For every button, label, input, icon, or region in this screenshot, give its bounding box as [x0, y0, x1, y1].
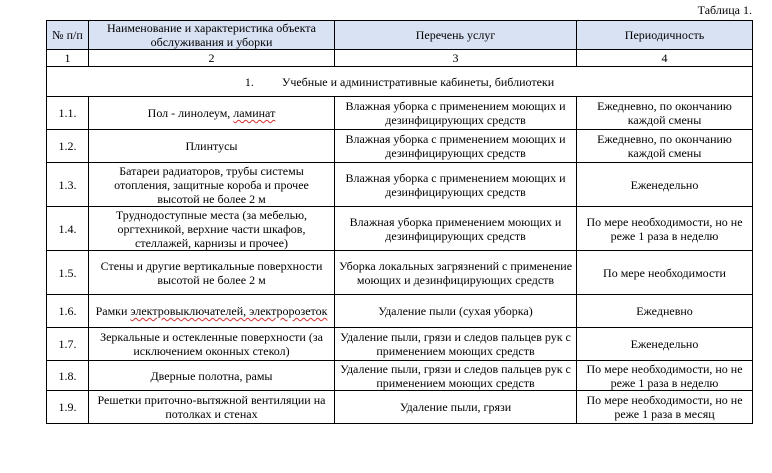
table-caption: Таблица 1.: [697, 3, 752, 17]
row-service: Влажная уборка с применением моющих и дезинфицирующих средств: [335, 97, 577, 130]
row-period: Ежедневно, по окончанию каждой смены: [577, 97, 753, 130]
row-period: Еженедельно: [577, 163, 753, 207]
row-service: Удаление пыли, грязи: [335, 391, 577, 424]
row-period: Ежедневно: [577, 295, 753, 328]
row-object-text: Рамки: [95, 304, 131, 318]
row-object-text: Пол - линолеум,: [147, 106, 234, 120]
row-number: 1.1.: [47, 97, 89, 130]
row-service: Влажная уборка с применением моющих и дезинфицирующих средств: [335, 163, 577, 207]
column-number: 3: [335, 50, 577, 67]
row-object-text: Дверные полотна, рамы: [150, 368, 273, 383]
row-number: 1.8.: [47, 361, 89, 391]
row-service: Уборка локальных загрязнений с применение моющих и дезинфицирующих средств: [335, 251, 577, 295]
header-services: Перечень услуг: [335, 21, 577, 50]
row-object-flagged-text: электровыключателей, электророзеток: [130, 304, 328, 318]
row-number: 1.9.: [47, 391, 89, 424]
row-service: Удаление пыли, грязи и следов пальцев рук с применением моющих средств: [335, 361, 577, 391]
table-row: [47, 163, 753, 207]
column-number: 4: [577, 50, 753, 67]
row-number: 1.3.: [47, 163, 89, 207]
table-row: [47, 295, 753, 328]
table-body: [47, 97, 753, 424]
table-row: [47, 328, 753, 361]
row-period: Еженедельно: [577, 328, 753, 361]
row-object: [89, 207, 335, 251]
row-number: 1.5.: [47, 251, 89, 295]
column-number: 2: [89, 50, 335, 67]
row-period: По мере необходимости, но не реже 1 раза в месяц: [577, 391, 753, 424]
column-number: 1: [47, 50, 89, 67]
row-period: Ежедневно, по окончанию каждой смены: [577, 130, 753, 163]
row-service: Влажная уборка применением моющих и дезинфицирующих средств: [335, 207, 577, 251]
row-object: [89, 251, 335, 295]
table-row: [47, 207, 753, 251]
row-object-text: Батареи радиаторов, трубы системы отопления, защитные короба и прочее высотой не более 2 м: [114, 163, 309, 206]
row-service: Влажная уборка с применением моющих и дезинфицирующих средств: [335, 130, 577, 163]
services-table: [46, 20, 753, 424]
row-number: 1.6.: [47, 295, 89, 328]
section-number: 1.: [244, 74, 254, 89]
row-object: [89, 391, 335, 424]
section-title: Учебные и административные кабинеты, библиотеки: [281, 74, 555, 89]
table-row: [47, 391, 753, 424]
row-object: [89, 163, 335, 207]
row-number: 1.2.: [47, 130, 89, 163]
row-period: По мере необходимости, но не реже 1 раза в неделю: [577, 207, 753, 251]
row-object: [89, 97, 335, 130]
row-object-text: Стены и другие вертикальные поверхности высотой не более 2 м: [100, 258, 323, 287]
row-service: Удаление пыли, грязи и следов пальцев рук с применением моющих средств: [335, 328, 577, 361]
header-object: Наименование и характеристика объекта обслуживания и уборки: [89, 21, 335, 50]
row-period: По мере необходимости: [577, 251, 753, 295]
row-object: [89, 130, 335, 163]
section-header: [47, 67, 753, 97]
row-period: По мере необходимости, но не реже 1 раза в неделю: [577, 361, 753, 391]
row-object-text: Решетки приточно-вытяжной вентиляции на потолках и стенах: [97, 393, 326, 421]
row-object: [89, 361, 335, 391]
header-period: Периодичность: [577, 21, 753, 50]
row-object-text: Труднодоступные места (за мебелью, оргтехникой, верхние части шкафов, стеллажей, карнизы и прочее): [115, 207, 308, 250]
row-object-text: Зеркальные и остекленные поверхности (за исключением оконных стекол): [100, 330, 323, 358]
row-number: 1.4.: [47, 207, 89, 251]
row-object: [89, 295, 335, 328]
row-service: Удаление пыли (сухая уборка): [335, 295, 577, 328]
header-no: № п/п: [47, 21, 89, 50]
row-object-text: Плинтусы: [185, 139, 238, 153]
table-row: [47, 130, 753, 163]
table-row: [47, 251, 753, 295]
row-number: 1.7.: [47, 328, 89, 361]
table-row: [47, 97, 753, 130]
row-object-flagged-text: ламинат: [233, 106, 276, 120]
table-row: [47, 361, 753, 391]
row-object: [89, 328, 335, 361]
